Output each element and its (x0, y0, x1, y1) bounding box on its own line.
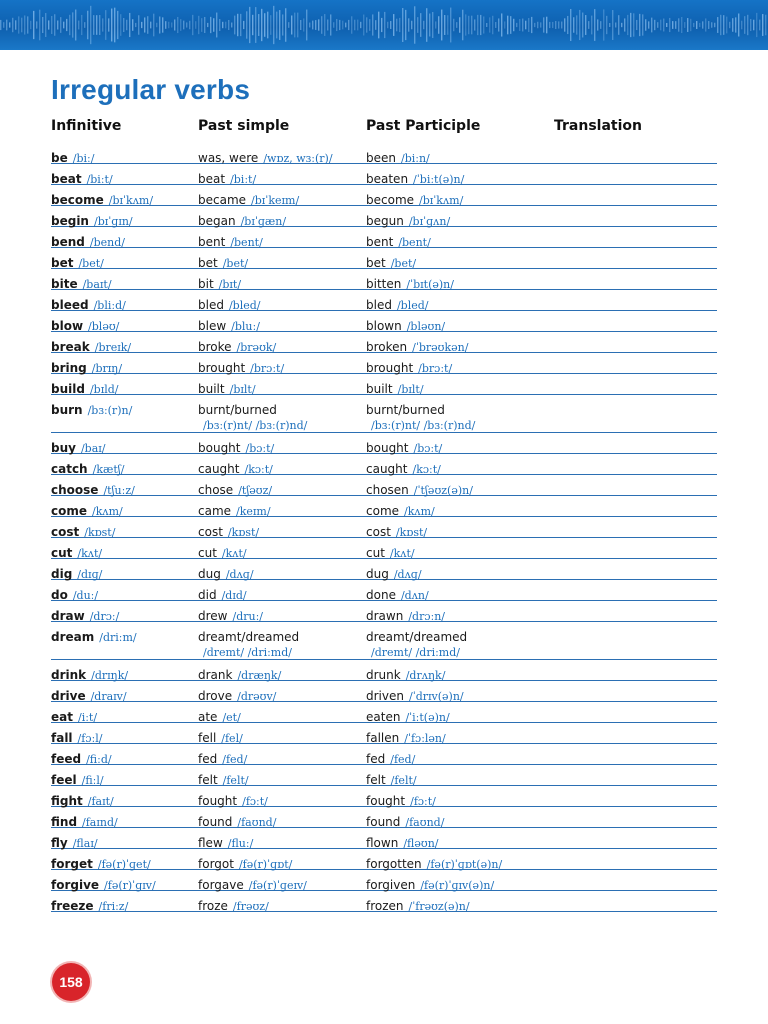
past-simple-pronunciation: /druː/ (232, 610, 263, 623)
past-participle-pronunciation: /ˈdrɪv(ə)n/ (408, 690, 464, 703)
infinitive-pronunciation: /fiːd/ (86, 753, 112, 766)
past-simple-pronunciation: /brɔːt/ (250, 362, 285, 375)
infinitive-pronunciation: /fiːl/ (81, 774, 104, 787)
table-row (51, 723, 717, 744)
verb-table (0, 143, 768, 912)
infinitive-word: freeze (51, 899, 94, 913)
past-simple-cell (198, 898, 269, 915)
infinitive-word: bleed (51, 298, 89, 312)
infinitive-pronunciation: /bend/ (89, 236, 125, 249)
infinitive-pronunciation: /iːt/ (77, 711, 98, 724)
infinitive-pronunciation: /drɔː/ (89, 610, 120, 623)
infinitive-word: drink (51, 668, 87, 682)
table-row (51, 891, 717, 912)
past-simple-pronunciation: /bɪt/ (218, 278, 242, 291)
infinitive-cell (51, 629, 137, 646)
header-translation: Translation (554, 118, 642, 134)
past-participle-pronunciation: /drʌŋk/ (405, 669, 446, 682)
past-participle-word: caught (366, 462, 408, 476)
infinitive-word: eat (51, 710, 73, 724)
past-simple-pronunciation: /bɪˈkeɪm/ (251, 194, 300, 207)
table-row (51, 433, 717, 454)
header-past-participle: Past Participle (366, 118, 481, 134)
past-participle-pronunciation: /ˈfrəʊz(ə)n/ (408, 900, 470, 913)
infinitive-pronunciation: /bɪˈkʌm/ (108, 194, 154, 207)
table-row (51, 475, 717, 496)
table-row (51, 849, 717, 870)
past-participle-word: frozen (366, 899, 404, 913)
past-simple-word: cut (198, 546, 217, 560)
past-participle-pronunciation: /felt/ (390, 774, 417, 787)
past-participle-word: found (366, 815, 401, 829)
past-participle-word: driven (366, 689, 404, 703)
past-participle-pronunciation: /ˈbrəʊkən/ (412, 341, 469, 354)
header-past-simple: Past simple (198, 118, 290, 134)
past-simple-word: burnt/burned (198, 403, 277, 417)
past-simple-pronunciation: /dræŋk/ (237, 669, 282, 682)
past-participle-pronunciation: /ˈbiːt(ə)n/ (413, 173, 465, 186)
past-simple-pronunciation: /faʊnd/ (237, 816, 277, 829)
past-simple-pronunciation: /bled/ (228, 299, 261, 312)
past-simple-word: drove (198, 689, 233, 703)
infinitive-word: drive (51, 689, 86, 703)
past-participle-word: fallen (366, 731, 400, 745)
past-simple-pronunciation: /fɔːt/ (242, 795, 268, 808)
table-row (51, 311, 717, 332)
past-participle-pronunciation: /bləʊn/ (406, 320, 446, 333)
past-simple-word: cost (198, 525, 223, 539)
past-simple-pronunciation: /bet/ (222, 257, 249, 270)
past-participle-word: brought (366, 361, 414, 375)
past-participle-word: bled (366, 298, 392, 312)
infinitive-word: do (51, 588, 68, 602)
past-participle-word: forgiven (366, 878, 416, 892)
past-simple-pronunciation: /kɔːt/ (244, 463, 273, 476)
table-row (51, 290, 717, 311)
past-simple-word: found (198, 815, 233, 829)
past-participle-word: become (366, 193, 415, 207)
past-simple-pronunciation: /bɔːt/ (245, 442, 275, 455)
table-row (51, 185, 717, 206)
past-participle-pronunciation: /ˈiːt(ə)n/ (405, 711, 450, 724)
infinitive-pronunciation: /faɪt/ (87, 795, 114, 808)
table-row (51, 353, 717, 374)
infinitive-word: catch (51, 462, 88, 476)
past-simple-word: beat (198, 172, 226, 186)
past-participle-word: forgotten (366, 857, 422, 871)
past-participle-word: burnt/burned (366, 403, 445, 417)
infinitive-pronunciation: /kætʃ/ (92, 463, 125, 476)
table-row (51, 622, 717, 660)
past-simple-pronunciation: /et/ (222, 711, 241, 724)
past-participle-pronunciation: /bled/ (396, 299, 429, 312)
infinitive-pronunciation: /drɪŋk/ (91, 669, 129, 682)
past-simple-pronunciation: /bluː/ (231, 320, 260, 333)
past-simple-pronunciation: /frəʊz/ (232, 900, 269, 913)
infinitive-word: dig (51, 567, 73, 581)
infinitive-pronunciation: /biːt/ (86, 173, 113, 186)
infinitive-pronunciation: /flaɪ/ (72, 837, 98, 850)
infinitive-word: cost (51, 525, 80, 539)
table-row (51, 332, 717, 353)
infinitive-word: begin (51, 214, 89, 228)
past-simple-pronunciation: /dremt/ /driːmd/ (203, 646, 292, 659)
past-simple-word: felt (198, 773, 218, 787)
infinitive-word: choose (51, 483, 99, 497)
infinitive-word: become (51, 193, 104, 207)
infinitive-word: draw (51, 609, 85, 623)
past-participle-word: bitten (366, 277, 402, 291)
past-participle-pronunciation: /fə(r)ˈɡɒt(ə)n/ (426, 858, 503, 871)
past-participle-pronunciation: /ˈbɪt(ə)n/ (406, 278, 454, 291)
past-participle-pronunciation: /ˈtʃəʊz(ə)n/ (413, 484, 473, 497)
past-simple-pronunciation: /kɒst/ (227, 526, 260, 539)
infinitive-word: blow (51, 319, 84, 333)
infinitive-pronunciation: /baɪt/ (82, 278, 112, 291)
table-row (51, 454, 717, 475)
past-simple-word: blew (198, 319, 227, 333)
infinitive-pronunciation: /draɪv/ (90, 690, 127, 703)
table-row (51, 807, 717, 828)
table-row (51, 828, 717, 849)
past-simple-word: built (198, 382, 225, 396)
past-simple-pronunciation: /fə(r)ˈɡɒt/ (238, 858, 293, 871)
past-participle-pronunciation: /biːn/ (401, 152, 430, 165)
past-simple-pronunciation: /bɪlt/ (229, 383, 256, 396)
past-simple-word: broke (198, 340, 232, 354)
past-participle-pronunciation: /faʊnd/ (405, 816, 445, 829)
infinitive-word: cut (51, 546, 73, 560)
past-participle-pronunciation: /bɪˈɡʌn/ (408, 215, 451, 228)
past-simple-pronunciation: /dɪd/ (221, 589, 247, 602)
table-row (51, 517, 717, 538)
past-participle-pronunciation: /kɔːt/ (412, 463, 441, 476)
infinitive-pronunciation: /faɪnd/ (82, 816, 118, 829)
past-simple-pronunciation: /keɪm/ (236, 505, 271, 518)
infinitive-word: fight (51, 794, 83, 808)
past-simple-word: was, were (198, 151, 259, 165)
page-number-badge: 158 (52, 963, 90, 1001)
past-participle-word: fed (366, 752, 386, 766)
past-participle-word: flown (366, 836, 399, 850)
infinitive-pronunciation: /brɪŋ/ (91, 362, 123, 375)
past-simple-pronunciation: /bent/ (230, 236, 263, 249)
past-participle-word: dug (366, 567, 389, 581)
past-participle-word: eaten (366, 710, 401, 724)
past-participle-word: drawn (366, 609, 404, 623)
past-participle-pronunciation: /fɔːt/ (410, 795, 436, 808)
table-row (51, 870, 717, 891)
past-participle-word: chosen (366, 483, 409, 497)
past-simple-word: bled (198, 298, 224, 312)
table-row (51, 538, 717, 559)
infinitive-word: find (51, 815, 78, 829)
past-participle-word: done (366, 588, 396, 602)
past-participle-pronunciation: /kʌm/ (404, 505, 435, 518)
past-simple-word: drank (198, 668, 233, 682)
past-simple-pronunciation: /bɪˈɡæn/ (240, 215, 287, 228)
infinitive-word: be (51, 151, 68, 165)
past-simple-pronunciation: /wɒz, wɜː(r)/ (263, 152, 333, 165)
past-participle-word: cut (366, 546, 385, 560)
past-participle-pronunciation: /fə(r)ˈɡɪv(ə)n/ (420, 879, 495, 892)
past-participle-pronunciation: /bɪlt/ (397, 383, 424, 396)
infinitive-pronunciation: /tʃuːz/ (103, 484, 135, 497)
infinitive-word: come (51, 504, 87, 518)
infinitive-pronunciation: /fɔːl/ (77, 732, 103, 745)
past-simple-word: bet (198, 256, 218, 270)
infinitive-word: dream (51, 630, 95, 644)
infinitive-pronunciation: /kɒst/ (84, 526, 116, 539)
past-simple-word: dug (198, 567, 221, 581)
infinitive-pronunciation: /kʌt/ (77, 547, 103, 560)
past-participle-word: dreamt/dreamed (366, 630, 468, 644)
past-participle-word: bet (366, 256, 386, 270)
past-simple-pronunciation: /dʌɡ/ (225, 568, 254, 581)
past-participle-pronunciation: /bɔːt/ (413, 442, 443, 455)
table-row (51, 559, 717, 580)
past-simple-word: bent (198, 235, 226, 249)
past-simple-pronunciation: /fel/ (221, 732, 243, 745)
past-simple-word: became (198, 193, 247, 207)
infinitive-pronunciation: /bliːd/ (93, 299, 126, 312)
infinitive-cell (51, 402, 132, 419)
past-participle-pronunciation: /dremt/ /driːmd/ (371, 646, 460, 659)
past-simple-word: drew (198, 609, 228, 623)
past-simple-word: caught (198, 462, 240, 476)
header-banner (0, 0, 768, 50)
infinitive-pronunciation: /fə(r)ˈɡɪv/ (104, 879, 156, 892)
table-row (51, 702, 717, 723)
past-simple-pronunciation: /fed/ (222, 753, 248, 766)
past-simple-word: bit (198, 277, 214, 291)
past-participle-word: begun (366, 214, 404, 228)
past-participle-word: felt (366, 773, 386, 787)
past-simple-word: froze (198, 899, 228, 913)
table-row (51, 786, 717, 807)
past-participle-word: come (366, 504, 400, 518)
past-simple-pronunciation: /drəʊv/ (237, 690, 277, 703)
past-simple-word: did (198, 588, 217, 602)
table-row (51, 248, 717, 269)
infinitive-pronunciation: /baɪ/ (80, 442, 106, 455)
infinitive-word: break (51, 340, 90, 354)
past-simple-pronunciation: /kʌt/ (221, 547, 247, 560)
past-simple-word: dreamt/dreamed (198, 630, 300, 644)
past-simple-word: flew (198, 836, 223, 850)
past-simple-pronunciation: /brəʊk/ (236, 341, 277, 354)
past-simple-pronunciation: /bɜː(r)nt/ /bɜː(r)nd/ (203, 419, 308, 432)
infinitive-word: beat (51, 172, 82, 186)
infinitive-pronunciation: /dɪɡ/ (77, 568, 103, 581)
past-simple-word: forgave (198, 878, 244, 892)
infinitive-word: forget (51, 857, 93, 871)
past-simple-cell (198, 629, 299, 661)
infinitive-word: buy (51, 441, 76, 455)
table-row (51, 765, 717, 786)
past-participle-pronunciation: /kɒst/ (395, 526, 428, 539)
infinitive-pronunciation: /biː/ (72, 152, 95, 165)
table-row (51, 681, 717, 702)
table-row (51, 206, 717, 227)
infinitive-word: forgive (51, 878, 100, 892)
infinitive-pronunciation: /driːm/ (99, 631, 137, 644)
past-simple-word: fell (198, 731, 217, 745)
past-participle-pronunciation: /bɜː(r)nt/ /bɜː(r)nd/ (371, 419, 476, 432)
past-simple-word: brought (198, 361, 246, 375)
past-participle-pronunciation: /drɔːn/ (408, 610, 445, 623)
infinitive-word: fall (51, 731, 73, 745)
past-simple-cell (198, 402, 307, 434)
past-simple-pronunciation: /biːt/ (230, 173, 257, 186)
past-simple-word: bought (198, 441, 241, 455)
past-participle-word: bought (366, 441, 409, 455)
past-simple-word: forgot (198, 857, 234, 871)
table-row (51, 374, 717, 395)
past-simple-word: came (198, 504, 232, 518)
header-infinitive: Infinitive (51, 118, 122, 134)
table-row (51, 227, 717, 248)
past-participle-pronunciation: /dʌn/ (400, 589, 429, 602)
infinitive-pronunciation: /friːz/ (98, 900, 129, 913)
past-participle-word: fought (366, 794, 406, 808)
past-participle-word: blown (366, 319, 402, 333)
past-simple-pronunciation: /felt/ (222, 774, 249, 787)
infinitive-pronunciation: /bɪld/ (89, 383, 119, 396)
past-participle-cell (366, 629, 467, 661)
table-row (51, 580, 717, 601)
table-row (51, 660, 717, 681)
table-row (51, 601, 717, 622)
past-participle-pronunciation: /dʌɡ/ (393, 568, 422, 581)
infinitive-word: bend (51, 235, 85, 249)
infinitive-pronunciation: /bləʊ/ (88, 320, 120, 333)
infinitive-pronunciation: /breɪk/ (94, 341, 132, 354)
infinitive-word: fly (51, 836, 68, 850)
past-participle-word: been (366, 151, 396, 165)
past-participle-pronunciation: /bɪˈkʌm/ (419, 194, 464, 207)
column-headers (0, 118, 768, 140)
past-simple-pronunciation: /fluː/ (227, 837, 254, 850)
past-participle-pronunciation: /fed/ (390, 753, 416, 766)
past-simple-word: fought (198, 794, 238, 808)
infinitive-pronunciation: /bɜː(r)n/ (87, 404, 133, 417)
infinitive-word: bring (51, 361, 87, 375)
past-simple-word: began (198, 214, 236, 228)
table-row (51, 164, 717, 185)
past-participle-cell (366, 898, 470, 915)
past-participle-pronunciation: /bet/ (390, 257, 417, 270)
table-row (51, 496, 717, 517)
past-participle-pronunciation: /fləʊn/ (403, 837, 439, 850)
soundwave-decoration (0, 0, 768, 50)
infinitive-word: bite (51, 277, 78, 291)
infinitive-word: feel (51, 773, 77, 787)
table-row (51, 744, 717, 765)
infinitive-pronunciation: /duː/ (72, 589, 99, 602)
infinitive-word: build (51, 382, 85, 396)
past-simple-pronunciation: /fə(r)ˈɡeɪv/ (248, 879, 307, 892)
infinitive-pronunciation: /kʌm/ (92, 505, 123, 518)
past-simple-word: fed (198, 752, 218, 766)
past-participle-pronunciation: /brɔːt/ (418, 362, 453, 375)
infinitive-cell (51, 898, 128, 915)
past-participle-word: drunk (366, 668, 401, 682)
table-row (51, 143, 717, 164)
past-participle-pronunciation: /kʌt/ (389, 547, 415, 560)
past-participle-word: bent (366, 235, 394, 249)
infinitive-word: bet (51, 256, 74, 270)
infinitive-pronunciation: /bet/ (78, 257, 104, 270)
past-participle-cell (366, 402, 475, 434)
past-participle-pronunciation: /bent/ (398, 236, 431, 249)
past-participle-word: broken (366, 340, 408, 354)
past-participle-word: cost (366, 525, 391, 539)
infinitive-word: burn (51, 403, 83, 417)
infinitive-word: feed (51, 752, 82, 766)
infinitive-pronunciation: /fə(r)ˈɡet/ (97, 858, 151, 871)
table-row (51, 395, 717, 433)
past-simple-word: chose (198, 483, 234, 497)
page-title: Irregular verbs (51, 74, 251, 105)
past-participle-word: beaten (366, 172, 409, 186)
infinitive-pronunciation: /bɪˈɡɪn/ (93, 215, 133, 228)
table-row (51, 269, 717, 290)
past-participle-word: built (366, 382, 393, 396)
past-simple-word: ate (198, 710, 218, 724)
past-simple-pronunciation: /tʃəʊz/ (238, 484, 273, 497)
past-participle-pronunciation: /ˈfɔːlən/ (404, 732, 446, 745)
